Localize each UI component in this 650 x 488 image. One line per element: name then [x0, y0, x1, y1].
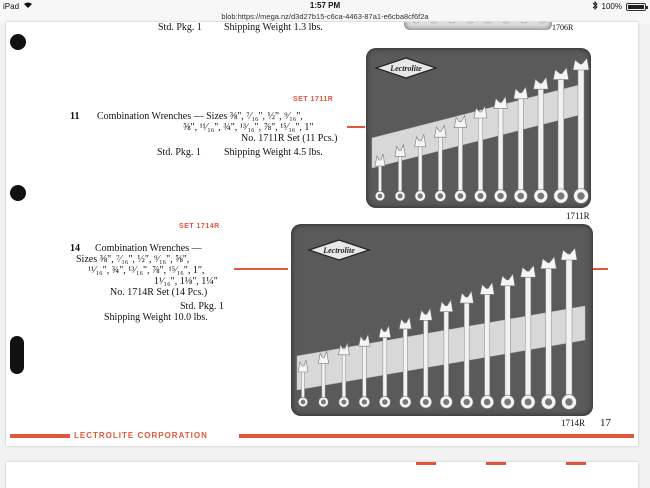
wrench-set-image: [291, 224, 593, 416]
status-bar: [0, 0, 650, 12]
device-name: iPad: [3, 1, 20, 11]
next-page-preview[interactable]: [6, 462, 638, 488]
photo-label-1714r: 1714R: [561, 418, 586, 428]
item11-std-pkg: Std. Pkg. 1: [157, 147, 201, 158]
item11-shipping-weight: Shipping Weight 4.5 lbs.: [224, 147, 323, 158]
lectrolite-logo: [376, 58, 436, 78]
battery-icon: [626, 3, 646, 11]
battery-percent: 100%: [601, 2, 622, 11]
product-photo-1714r: [291, 224, 593, 416]
wrench: [434, 125, 446, 201]
item14-set-number: No. 1714R Set (14 Pcs.): [110, 287, 208, 298]
binder-hole: [10, 185, 26, 201]
svg-text:Lectrolite: Lectrolite: [390, 64, 422, 73]
set-label-1714r: SET 1714R: [179, 223, 220, 230]
wrench: [573, 58, 589, 203]
wrench: [375, 154, 385, 201]
lectrolite-logo: [309, 240, 369, 260]
item11-set-number: No. 1711R Set (11 Pcs.): [241, 133, 338, 144]
top-std-pkg: Std. Pkg. 1: [158, 22, 202, 33]
next-page-bar: [566, 462, 586, 465]
item11-sizes: ⅝", ¹¹⁄₁₆", ¾", ¹³⁄₁₆", ⅞", ¹⁵⁄₁₆", 1": [183, 122, 314, 133]
clock: 1:57 PM: [309, 1, 341, 10]
top-product-photo: [404, 22, 552, 30]
page-footer: [6, 431, 638, 441]
item-number-11: 11: [70, 111, 80, 122]
top-shipping-weight: Shipping Weight 1.3 lbs.: [224, 22, 323, 33]
binder-hole: [10, 34, 26, 50]
photo-label-1711r: 1711R: [566, 211, 590, 221]
binder-hole: [10, 336, 24, 374]
item14-sizes-2: ¹¹⁄₁₆", ¾", ¹³⁄₁₆", ⅞", ¹⁵⁄₁₆", 1",: [88, 265, 205, 276]
wrench: [395, 144, 406, 201]
wrench-set-image: [366, 48, 591, 208]
item14-std-pkg: Std. Pkg. 1: [180, 301, 224, 312]
company-name: LECTROLITE CORPORATION: [74, 431, 208, 440]
wrench: [553, 68, 568, 204]
footer-bar: [239, 434, 634, 438]
divider-line: [347, 126, 365, 128]
next-page-bar: [416, 462, 436, 465]
top-photo-label: 1706R: [552, 23, 574, 32]
item11-title: Combination Wrenches — Sizes ⅜", ⁷⁄₁₆", ½", ⁹⁄₁₆",: [97, 111, 303, 122]
item14-title: Combination Wrenches —: [95, 243, 202, 254]
set-label-1711r: SET 1711R: [293, 96, 334, 103]
item-number-14: 14: [70, 243, 80, 254]
catalog-page: [6, 22, 638, 446]
wrench: [415, 135, 426, 201]
footer-bar: [10, 434, 70, 438]
divider-line: [234, 268, 288, 270]
product-photo-1711r: [366, 48, 591, 208]
item14-sizes-1: Sizes ⅜", ⁷⁄₁₆", ½", ⁹⁄₁₆", ⅝",: [76, 254, 190, 265]
item14-shipping-weight: Shipping Weight 10.0 lbs.: [104, 312, 208, 323]
item14-sizes-3: 1¹⁄₁₆", 1⅛", 1¼": [154, 276, 218, 287]
bluetooth-icon: [592, 1, 598, 12]
svg-text:Lectrolite: Lectrolite: [323, 246, 355, 255]
page-number: 17: [600, 417, 611, 429]
divider-line: [592, 268, 608, 270]
url-bar[interactable]: blob:https://mega.nz/d3d27b15-c6ca-4463-87a1-e6cba8cf6f2a: [0, 12, 650, 24]
next-page-bar: [486, 462, 506, 465]
